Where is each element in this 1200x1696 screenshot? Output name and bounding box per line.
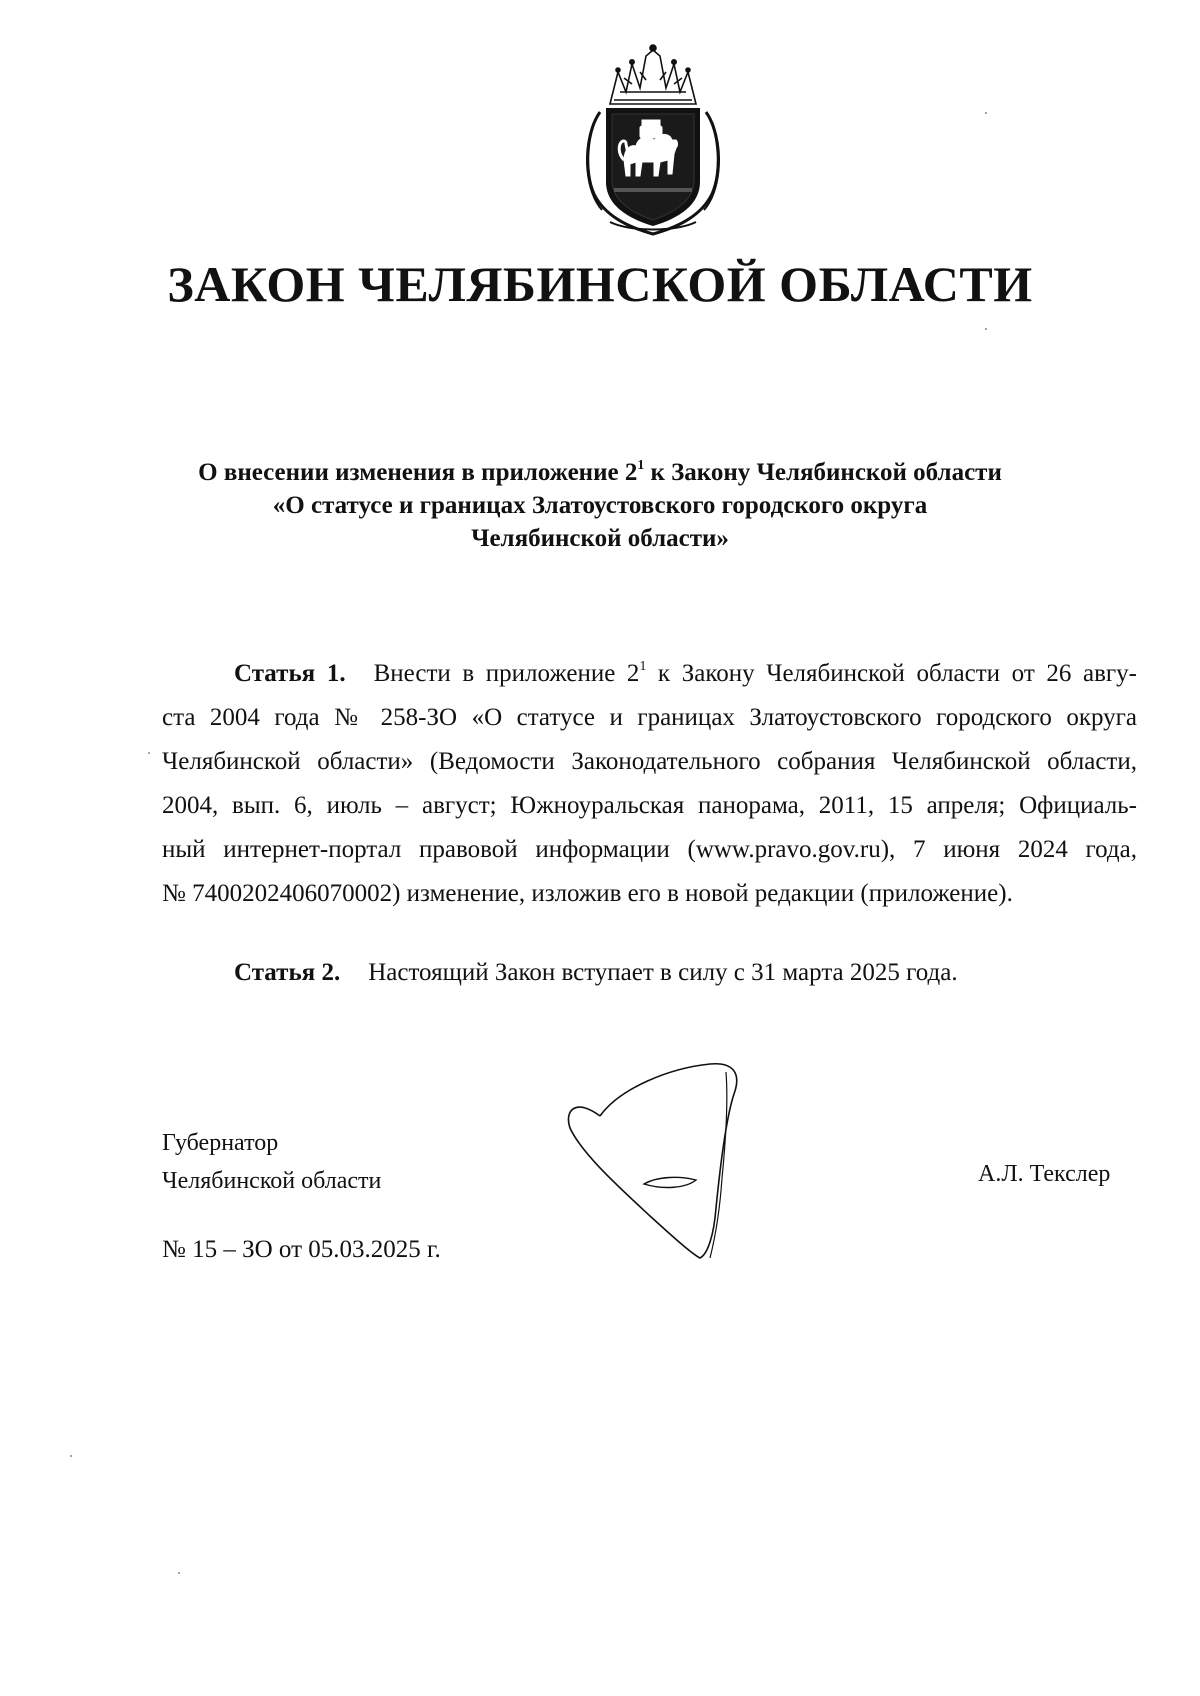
scan-speck — [178, 1572, 180, 1574]
article-1-line: ный интернет-портал правовой информации (www.pravo.gov.ru), 7 июня 2024 года, — [162, 836, 1137, 863]
subtitle-line-1: О внесении изменения в приложение $2^1$ к Закону Челябинской области — [198, 457, 1002, 486]
article-2-text: Настоящий Закон вступает в силу с 31 марта 2025 года. — [368, 959, 958, 986]
article-2 — [234, 959, 958, 987]
scan-speck — [148, 752, 150, 754]
article-1-line: Челябинской области» (Ведомости Законодательного собрания Челябинской области, — [162, 748, 1137, 775]
law-registration-number: № 15 – ЗО от 05.03.2025 г. — [162, 1236, 441, 1263]
article-1 — [162, 652, 1137, 916]
subtitle-line-2: «О статусе и границах Златоустовского городского округа — [272, 492, 928, 519]
chelyabinsk-coat-of-arms-icon — [580, 42, 726, 238]
article-1-line: 2004, вып. 6, июль – август; Южноуральская панорама, 2011, 15 апреля; Официаль- — [162, 792, 1137, 819]
article-1-line: Статья 1. Внести в приложение $2^1$ к Закону Челябинской области от 26 авгу- — [234, 658, 1137, 687]
article-2-label: Статья 2. — [234, 959, 341, 986]
position-line-1: Губернатор — [162, 1130, 279, 1156]
scan-speck — [985, 328, 987, 330]
scan-speck — [985, 112, 987, 114]
article-1-label: Статья 1. — [234, 660, 346, 687]
article-1-line: № 7400202406070002) изменение, изложив его в новой редакции (приложение). — [162, 880, 1013, 907]
subtitle-line-3: Челябинской области» — [471, 525, 729, 552]
law-subtitle — [150, 456, 1050, 555]
handwritten-signature-icon — [560, 1058, 750, 1268]
article-1-line: ста 2004 года № 258-ЗО «О статусе и границах Златоустовского городского округа — [162, 704, 1137, 731]
position-line-2: Челябинской области — [162, 1168, 382, 1194]
scan-speck — [70, 1455, 72, 1457]
signatory-position — [162, 1124, 381, 1200]
signatory-name: А.Л. Текслер — [978, 1161, 1111, 1187]
law-title: ЗАКОН ЧЕЛЯБИНСКОЙ ОБЛАСТИ — [167, 256, 1033, 312]
